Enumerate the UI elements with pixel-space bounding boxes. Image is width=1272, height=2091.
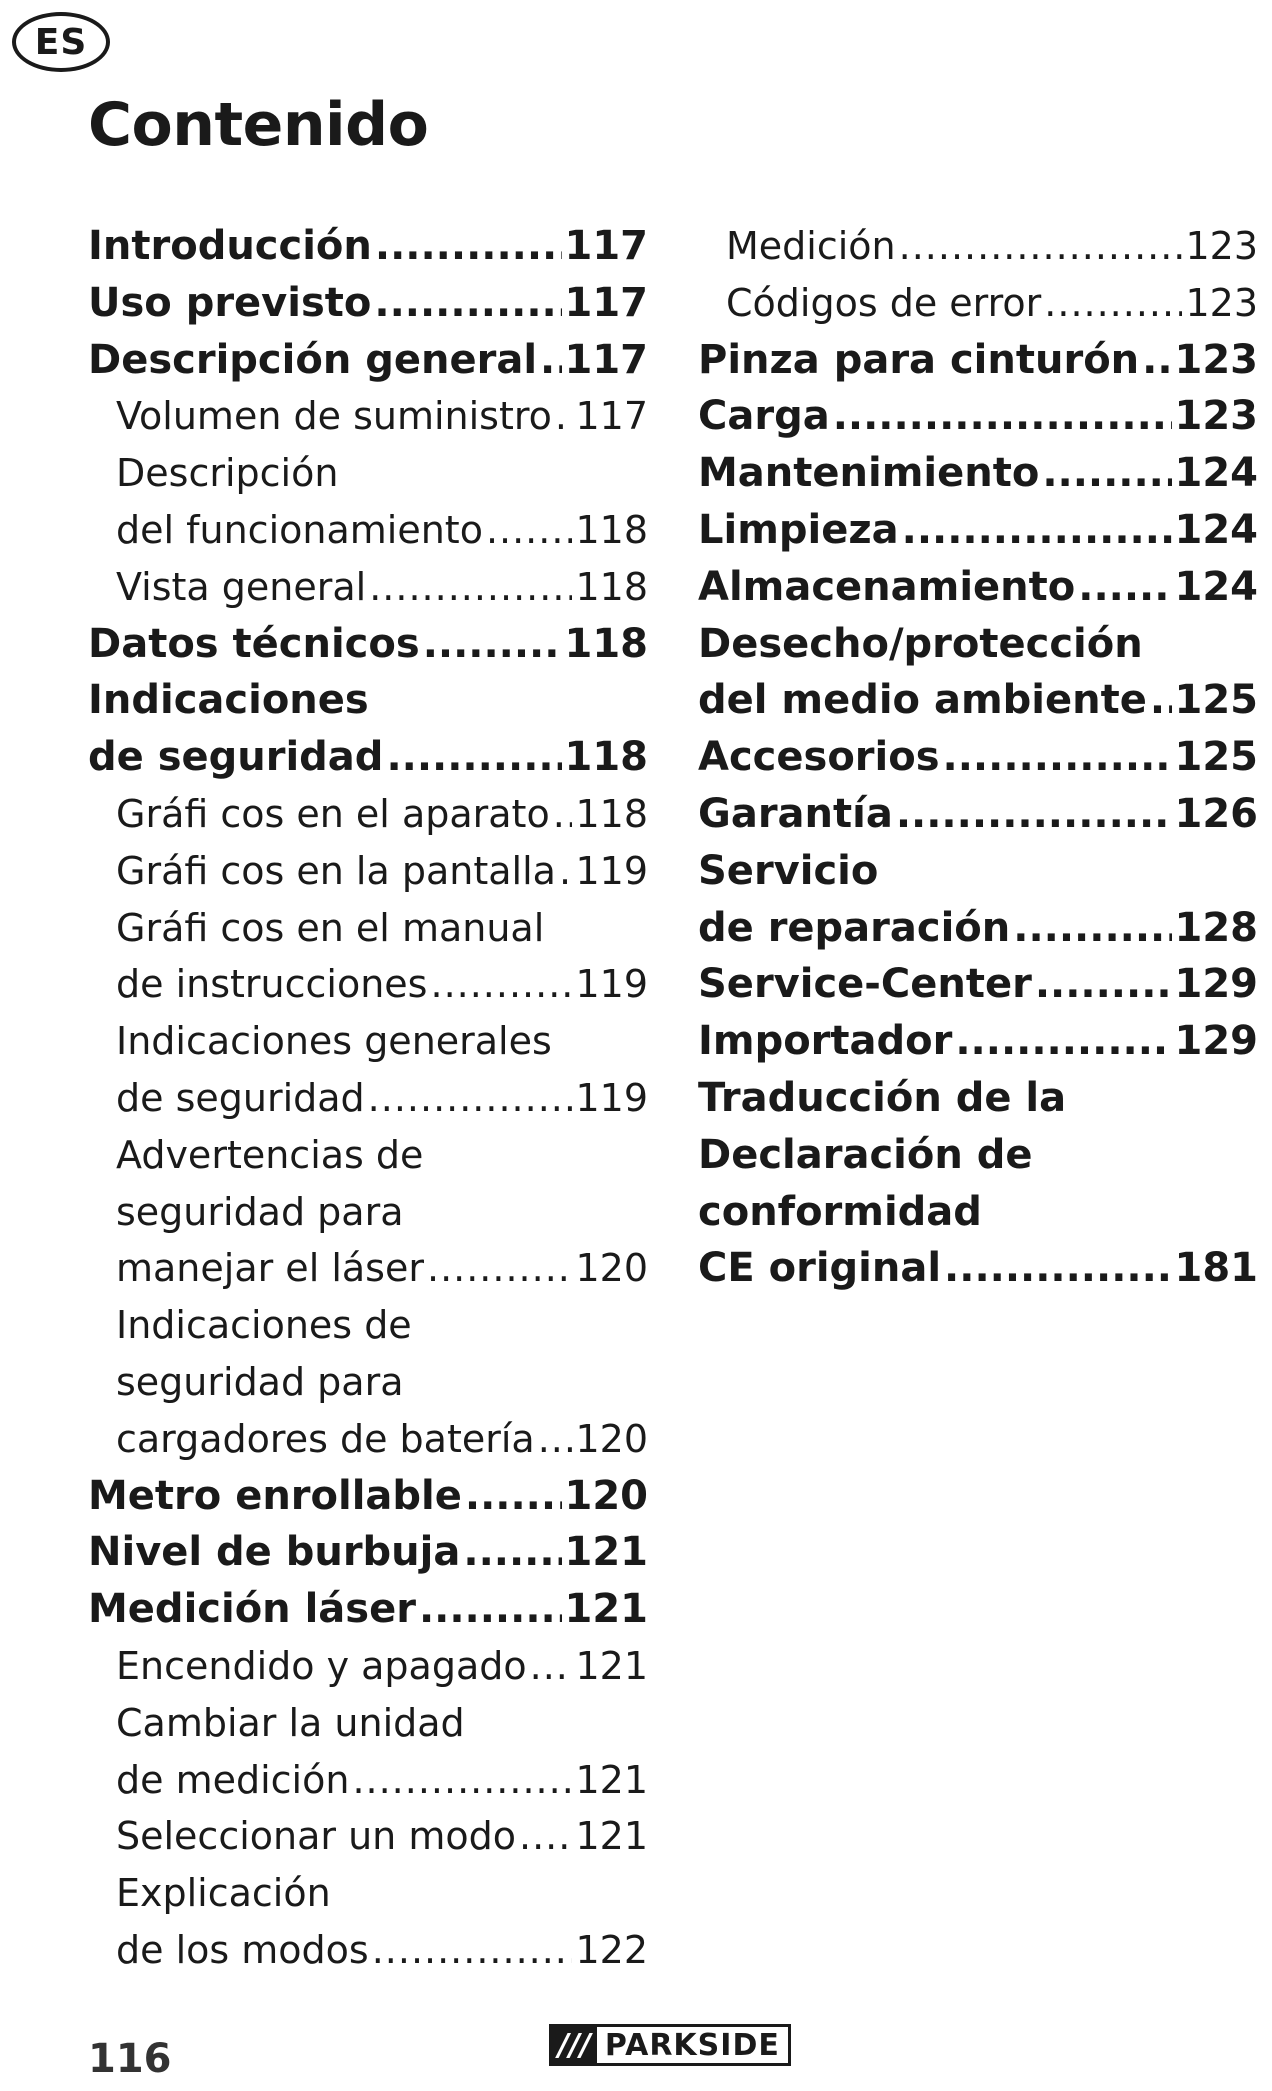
toc-entry[interactable] [698,1240,1258,1297]
toc-entry[interactable] [698,559,1258,616]
toc-entry-page: 124 [1174,506,1258,553]
toc-entry-page: 118 [564,620,648,667]
toc-dot-leader [540,332,561,389]
toc-entry[interactable] [88,616,648,673]
toc-entry-page: 125 [1174,734,1258,781]
toc-entry[interactable] [698,218,1258,275]
toc-entry-page: 123 [1174,393,1258,440]
toc-entry[interactable] [88,1468,648,1525]
toc-dot-leader [1035,956,1172,1013]
toc-entry-title: cargadores de batería [116,1416,535,1461]
toc-entry[interactable] [88,900,648,957]
logo-wordmark: PARKSIDE [597,2027,788,2063]
toc-entry[interactable] [88,1808,648,1865]
toc-entry-title: Introducción [88,223,372,269]
toc-dot-leader [1078,559,1171,616]
toc-entry-page: 121 [575,1643,648,1688]
toc-entry-page: 123 [1185,224,1258,268]
toc-entry-title: de los modos [116,1927,369,1972]
toc-entry-title: del medio ambiente [698,677,1147,724]
toc-dot-leader [899,218,1183,275]
toc-entry[interactable] [698,388,1258,445]
toc-entry-page: 121 [564,1529,648,1576]
toc-entry-title: Desecho/protección [698,620,1143,667]
toc-entry-title: Carga [698,393,830,440]
toc-entry[interactable] [698,275,1258,332]
toc-entry-title: Servicio [698,847,879,894]
toc-entry-page: 181 [1174,1245,1258,1292]
toc-dot-leader [486,502,573,559]
toc-entry-title: seguridad para [116,1359,404,1404]
toc-entry[interactable] [88,1524,648,1581]
toc-entry-title: Pinza para cinturón [698,336,1140,383]
toc-dot-leader [375,218,562,275]
toc-entry-page: 129 [1174,1018,1258,1065]
toc-entry-title: de medición [116,1757,350,1802]
toc-entry-page: 125 [1174,677,1258,724]
toc-entry[interactable] [88,388,648,445]
toc-dot-leader [530,1638,573,1695]
toc-entry[interactable] [698,1013,1258,1070]
toc-entry[interactable] [88,218,648,275]
toc-entry[interactable] [88,786,648,843]
toc-entry[interactable] [698,502,1258,559]
toc-entry[interactable] [698,616,1258,673]
toc-entry[interactable] [698,672,1258,729]
toc-entry-title: Descripción [116,451,339,496]
toc-entry-title: Medición [726,224,896,268]
toc-dot-leader [1042,445,1171,502]
toc-dot-leader [555,388,573,445]
toc-dot-leader [538,1411,573,1468]
toc-dot-leader [372,1922,573,1979]
toc-entry[interactable] [88,1013,648,1070]
toc-entry-page: 120 [575,1246,648,1291]
toc-entry-title: Gráfi cos en el manual [116,905,545,950]
toc-entry[interactable] [698,900,1258,957]
toc-entry[interactable] [88,275,648,332]
toc-entry-page: 119 [575,1075,648,1120]
toc-entry[interactable] [88,1411,648,1468]
toc-entry[interactable] [88,1752,648,1809]
toc-entry[interactable] [88,1184,648,1241]
toc-dot-leader [1044,275,1182,332]
toc-entry[interactable] [88,1695,648,1752]
toc-entry-title: Almacenamiento [698,563,1076,610]
language-code: ES [34,21,88,63]
toc-dot-leader [465,1468,562,1525]
toc-entry-title: Uso previsto [88,279,372,326]
toc-entry-title: Mantenimiento [698,450,1040,497]
page-title: Contenido [88,90,429,160]
toc-entry-title: Descripción general [88,336,538,383]
toc-dot-leader [463,1524,561,1581]
toc-entry-title: Nivel de burbuja [88,1529,461,1576]
toc-dot-leader [352,1752,572,1809]
toc-entry-title: Service-Center [698,961,1032,1008]
toc-entry-title: Traducción de la [698,1074,1067,1121]
toc-entry-title: Volumen de suministro [116,394,552,439]
toc-entry[interactable] [698,843,1258,900]
toc-entry-title: Indicaciones [88,677,369,724]
parkside-logo [549,2024,791,2066]
toc-entry[interactable] [88,1865,648,1922]
toc-entry-title: Declaración de [698,1131,1033,1178]
toc-entry[interactable] [698,729,1258,786]
toc-entry-title: Encendido y apagado [116,1643,527,1688]
toc-dot-leader [519,1808,572,1865]
toc-entry[interactable] [88,1127,648,1184]
toc-entry[interactable] [88,332,648,389]
toc-entry-title: de seguridad [88,734,384,781]
toc-entry-title: Limpieza [698,506,899,553]
toc-entry-page: 117 [564,336,648,383]
toc-entry-title: CE original [698,1245,942,1292]
toc-entry[interactable] [88,672,648,729]
toc-entry[interactable] [88,559,648,616]
toc-entry-page: 118 [575,564,648,609]
toc-dot-leader [427,1240,572,1297]
toc-dot-leader [423,616,562,673]
toc-entry-page: 126 [1174,790,1258,837]
toc-entry-page: 117 [564,223,648,269]
page-number: 116 [88,2036,172,2082]
toc-entry-title: de reparación [698,904,1011,951]
toc-right-column [698,218,1258,1297]
toc-entry[interactable] [88,1297,648,1354]
toc-left-column [88,218,648,1979]
toc-entry-title: conformidad [698,1188,982,1235]
toc-entry-title: Gráfi cos en la pantalla [116,848,556,893]
toc-entry-title: de instrucciones [116,962,428,1007]
toc-entry-title: Metro enrollable [88,1472,462,1519]
toc-entry[interactable] [88,445,648,502]
toc-entry[interactable] [88,1638,648,1695]
toc-entry-page: 117 [564,279,648,326]
toc-dot-leader [559,843,573,900]
toc-dot-leader [1150,672,1172,729]
toc-entry[interactable] [698,332,1258,389]
toc-entry-title: Garantía [698,790,893,837]
toc-entry[interactable] [698,956,1258,1013]
toc-entry[interactable] [698,786,1258,843]
toc-entry[interactable] [88,1581,648,1638]
toc-dot-leader [419,1581,562,1638]
toc-entry[interactable] [698,1070,1258,1127]
toc-entry-title: Advertencias de [116,1132,424,1177]
toc-entry-title: Indicaciones de [116,1303,412,1348]
toc-entry-page: 121 [575,1757,648,1802]
toc-entry-page: 121 [564,1586,648,1633]
toc-dot-leader [430,956,572,1013]
toc-dot-leader [943,729,1172,786]
toc-entry-page: 123 [1185,280,1258,325]
toc-entry[interactable] [88,1354,648,1411]
toc-entry-title: Accesorios [698,734,940,781]
toc-entry-page: 124 [1174,563,1258,610]
language-badge [12,12,110,72]
toc-dot-leader [368,1070,573,1127]
toc-dot-leader [386,729,561,786]
toc-entry[interactable] [88,1240,648,1297]
toc-entry-title: Códigos de error [726,280,1042,325]
toc-dot-leader [1013,900,1171,957]
toc-entry-page: 122 [575,1927,648,1972]
toc-entry-page: 128 [1174,904,1258,951]
toc-entry-title: Explicación [116,1871,331,1916]
toc-entry-title: Medición láser [88,1586,416,1633]
toc-entry-title: seguridad para [116,1189,404,1234]
toc-entry-page: 129 [1174,961,1258,1008]
toc-dot-leader [902,502,1172,559]
toc-entry[interactable] [88,502,648,559]
toc-dot-leader [553,786,573,843]
toc-entry-page: 123 [1174,336,1258,383]
toc-entry-title: Importador [698,1018,953,1065]
toc-dot-leader [374,275,561,332]
toc-entry-page: 118 [575,507,648,552]
toc-entry[interactable] [88,1922,648,1979]
toc-entry-title: del funcionamiento [116,507,483,552]
toc-entry-title: Vista general [116,564,367,609]
toc-entry[interactable] [88,843,648,900]
toc-entry-title: de seguridad [116,1075,365,1120]
toc-entry[interactable] [698,445,1258,502]
toc-dot-leader [944,1240,1171,1297]
toc-dot-leader [833,388,1172,445]
toc-dot-leader [955,1013,1171,1070]
toc-entry-page: 120 [575,1416,648,1461]
toc-entry-page: 119 [575,962,648,1007]
toc-entry-title: Indicaciones generales [116,1019,552,1064]
toc-entry-page: 121 [575,1814,648,1859]
toc-dot-leader [1142,332,1171,389]
toc-entry-page: 119 [575,848,648,893]
toc-entry-title: Seleccionar un modo [116,1814,516,1859]
toc-entry-page: 117 [575,394,648,439]
logo-slashes: /// [552,2027,597,2063]
toc-entry[interactable] [88,956,648,1013]
toc-entry-title: Cambiar la unidad [116,1700,465,1745]
toc-entry[interactable] [698,1184,1258,1241]
toc-entry-page: 124 [1174,450,1258,497]
toc-dot-leader [896,786,1172,843]
toc-entry[interactable] [88,729,648,786]
toc-entry-title: manejar el láser [116,1246,424,1291]
toc-entry-page: 118 [564,734,648,781]
toc-entry-page: 118 [575,791,648,836]
toc-entry[interactable] [698,1127,1258,1184]
toc-entry-title: Gráfi cos en el aparato [116,791,550,836]
toc-dot-leader [369,559,572,616]
toc-entry-page: 120 [564,1472,648,1519]
toc-entry[interactable] [88,1070,648,1127]
toc-entry-title: Datos técnicos [88,620,420,667]
